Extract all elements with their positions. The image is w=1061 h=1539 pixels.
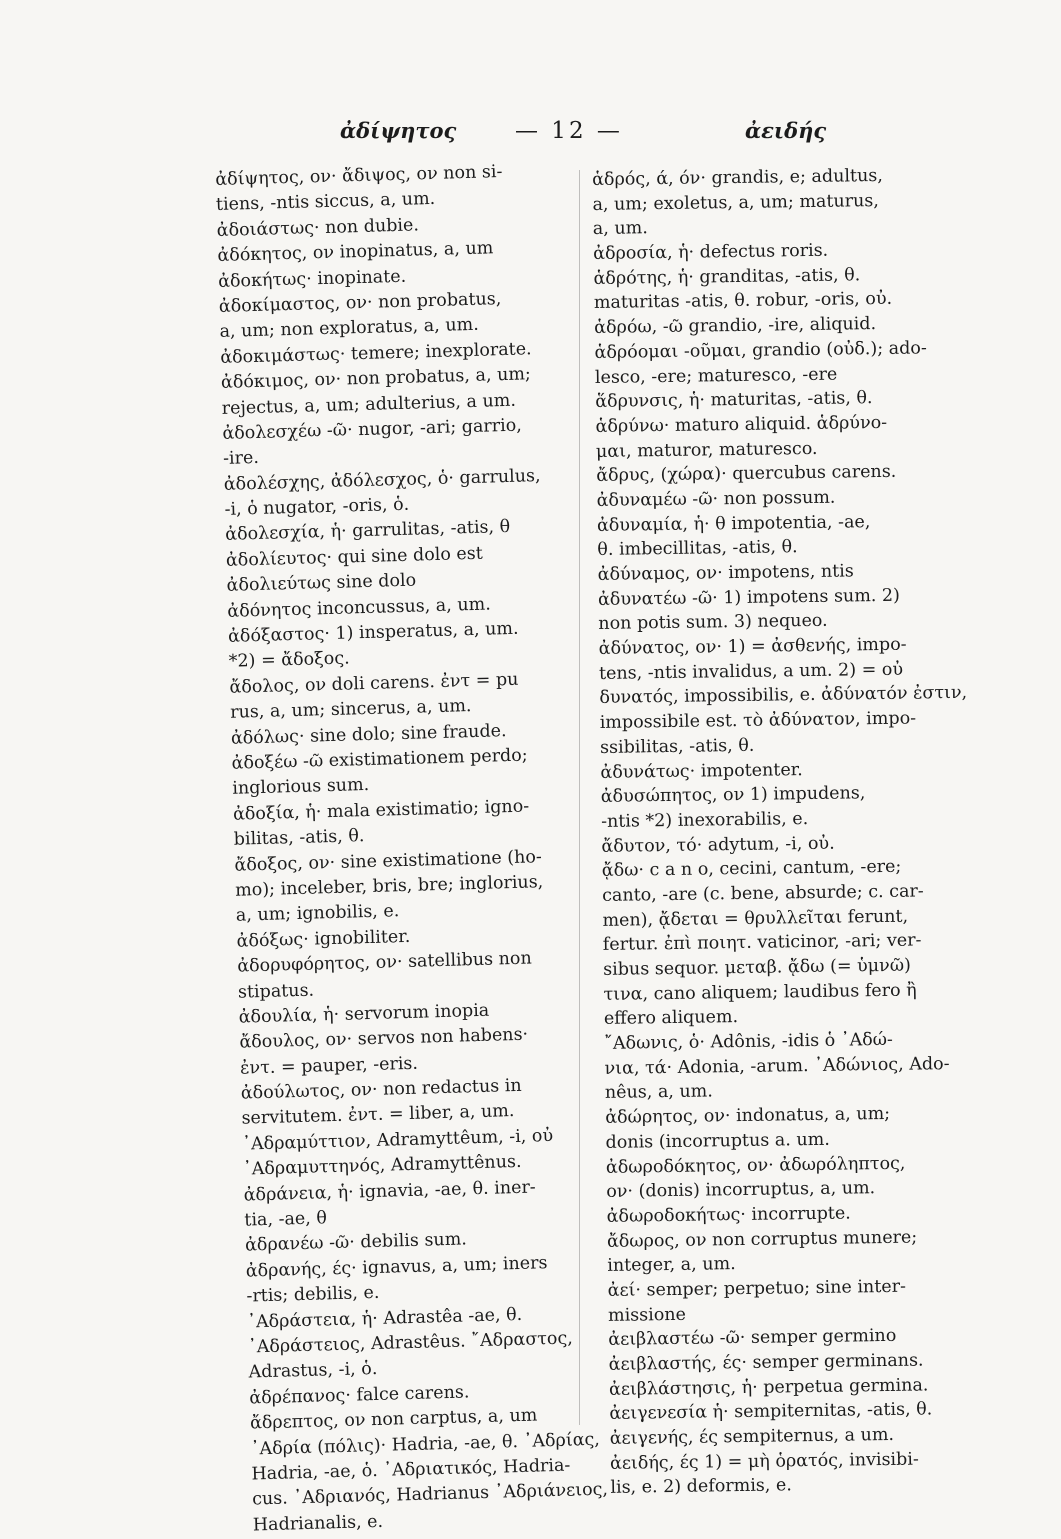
entry-line: ἀειγενεσία ἡ· sempiternitas, -atis, θ. xyxy=(609,1399,933,1425)
entry-line: ἁδρότης, ἡ· granditas, -atis, θ. xyxy=(593,265,861,289)
entry-line: ἄδρυς, (χώρα)· quercubus carens. xyxy=(596,462,897,487)
entry-line: ἀδύναμος, ον· impotens, ntis xyxy=(597,561,854,585)
entry-line: ἄδουλος, ον· servos non habens· xyxy=(239,1024,529,1053)
right-column xyxy=(592,163,989,1501)
entry-line: ἀδοξέω -ῶ existimationem perdo; xyxy=(231,745,528,774)
entry-line: ἀδοκιμάστως· temere; inexplorate. xyxy=(220,338,532,368)
entry-line: ἀδόκιμος, ον· non probatus, a, um; xyxy=(220,364,532,394)
entry-line: ᾿Αδρία (πόλις)· Hadria, -ae, θ. ᾿Αδρίας, xyxy=(250,1429,601,1460)
entry-line: ἀδώρητος, ον· indonatus, a, um; xyxy=(605,1104,891,1129)
entry-line: servitutem. ἐντ. = liber, a, um. xyxy=(241,1101,515,1130)
entry-line: ἀειδής, ές 1) = μὴ ὁρατός, invisibi- xyxy=(609,1449,919,1474)
entry-line: ἀδούλωτος, ον· non redactus in xyxy=(240,1075,522,1104)
entry-line: ἄδολος, ον doli carens. ἐντ = pu xyxy=(229,669,519,698)
entry-line: ἀδυνατέω -ῶ· 1) impotens sum. 2) xyxy=(597,585,901,610)
entry-line: rejectus, a, um; adulterius, a um. xyxy=(221,390,517,419)
entry-line: ἁδρύνω· maturo aliquid. ἁδρύνο- xyxy=(595,412,888,437)
entry-line: ἀδόξως· ignobiliter. xyxy=(236,926,411,952)
entry-line: bilitas, -atis, θ. xyxy=(233,826,365,850)
entry-line: ἀδωροδόκητος, ον· ἀδωρόληπτος, xyxy=(605,1153,906,1178)
entry-line: ἀδυσώπητος, ον 1) impudens, xyxy=(600,783,866,808)
entry-line: ἀδυναμέω -ῶ· non possum. xyxy=(596,487,836,511)
entry-line: ἀδοκίμαστος, ον· non probatus, xyxy=(218,289,502,317)
entry-line: tiens, -ntis siccus, a, um. xyxy=(215,189,436,216)
entry-line: ἀδρέπανος· falce carens. xyxy=(249,1382,470,1409)
entry-line: -rtis; debilis, e. xyxy=(246,1283,380,1307)
page-number: — 12 — xyxy=(515,118,623,144)
entry-line: ἀδρανέω -ῶ· debilis sum. xyxy=(244,1229,468,1256)
entry-line: integer, a, um. xyxy=(607,1254,736,1277)
entry-line: νια, τά· Adonia, -arum. ᾿Αδώνιος, Ado- xyxy=(604,1053,950,1079)
entry-line: -i, ὁ nugator, -oris, ὁ. xyxy=(224,494,410,520)
entry-line: ᾿Αδράστεια, ἡ· Adrastêa -ae, θ. xyxy=(246,1304,523,1333)
entry-line: ἀδοκήτως· inopinate. xyxy=(217,266,407,292)
entry-line: mo); inceleber, bris, bre; inglorius, xyxy=(234,872,544,901)
entry-line: ἀδοξία, ἡ· mala existimatio; igno- xyxy=(232,796,530,825)
entry-line: θ. imbecillitas, -atis, θ. xyxy=(597,537,798,561)
entry-line: impossibile est. τὸ ἀδύνατον, impo- xyxy=(599,708,917,734)
entry-line: ᾿Αδράστειος, Adrastêus. ῎Αδραστος, xyxy=(247,1328,574,1358)
entry-line: ἀδολέσχης, ἀδόλεσχος, ὁ· garrulus, xyxy=(223,465,541,495)
entry-line: ἀδίψητος, ον· ἄδιψος, ον non si- xyxy=(215,161,503,190)
entry-line: ἀδύνατος, ον· 1) = ἀσθενής, impo- xyxy=(598,634,907,660)
entry-line: ssibilitas, -atis, θ. xyxy=(599,735,755,758)
entry-line: Hadria, -ae, ὁ. ᾿Αδριατικός, Hadria- xyxy=(251,1455,571,1485)
entry-line: tens, -ntis invalidus, a um. 2) = οὐ xyxy=(598,659,904,684)
header-left-headword: ἀδίψητος xyxy=(340,118,457,143)
entry-line: rus, a, um; sincerus, a, um. xyxy=(229,696,472,723)
entry-line: ἀδολίευτος· qui sine dolo est xyxy=(225,543,484,571)
left-column xyxy=(215,158,618,1539)
entry-line: ἀδροσία, ἡ· defectus roris. xyxy=(593,240,829,265)
entry-line: ᾿Αδραμυττηνός, Adramyttênus. xyxy=(242,1152,522,1180)
entry-line: donis (incorruptus a. um. xyxy=(605,1129,830,1153)
entry-line: ἀδόξαστος· 1) insperatus, a, um. xyxy=(227,618,519,647)
entry-line: ἀειβλαστέω -ῶ· semper germino xyxy=(608,1326,897,1351)
entry-line: ἀδολεσχία, ἡ· garrulitas, -atis, θ xyxy=(224,517,511,546)
entry-line: inglorious sum. xyxy=(232,775,370,800)
entry-line: Hadrianalis, e. xyxy=(252,1511,384,1536)
entry-line: missione xyxy=(607,1304,687,1326)
entry-line: -ntis *2) inexorabilis, e. xyxy=(600,808,809,832)
entry-line: nêus, a, um. xyxy=(604,1081,714,1104)
entry-line: ἅδρυνσις, ἡ· maturitas, -atis, θ. xyxy=(595,388,873,413)
entry-line: ἄδοξος, ον· sine existimatione (ho- xyxy=(234,846,543,876)
entry-line: tia, -ae, θ xyxy=(244,1208,328,1231)
entry-line: -ire. xyxy=(222,448,260,470)
entry-line: ἀδουλία, ἡ· servorum inopia xyxy=(238,1000,490,1028)
header-right-headword: ἀειδής xyxy=(745,118,827,143)
entry-line: a, um; ignobilis, e. xyxy=(235,901,400,927)
entry-line: ἀδυναμία, ἡ· θ impotentia, -ae, xyxy=(596,511,871,536)
entry-line: non potis sum. 3) nequeo. xyxy=(598,611,828,635)
entry-line: ᾿Αδραμύττιον, Adramyttêum, -i, οὐ xyxy=(241,1125,554,1155)
entry-line: a, um; exoletus, a, um; maturus, xyxy=(592,190,880,215)
entry-line: ἀδόλως· sine dolo; sine fraude. xyxy=(230,720,507,749)
entry-line: *2) = ἄδοξος. xyxy=(228,648,350,673)
entry-line: effero aliquem. xyxy=(603,1007,739,1030)
entry-line: μαι, maturor, maturesco. xyxy=(595,438,818,462)
entry-line: τινα, cano aliquem; laudibus fero ἢ xyxy=(603,980,917,1005)
entry-line: ἀδορυφόρητος, ον· satellibus non xyxy=(237,948,532,977)
entry-line: men), ᾄδεται = θρυλλεῖται ferunt, xyxy=(602,906,909,931)
entry-line: ἁδρόω, -ῶ grandio, -ire, aliquid. xyxy=(594,314,877,339)
entry-line: cus. ᾿Αδριανός, Hadrianus ᾿Αδριάνειος, xyxy=(251,1479,609,1510)
entry-line: ἀειβλάστησις, ἡ· perpetua germina. xyxy=(608,1375,929,1400)
entry-line: ἀδυνάτως· impotenter. xyxy=(600,759,803,783)
entry-line: ἀδολιεύτως sine dolo xyxy=(226,570,417,597)
entry-line: ον· (donis) incorruptus, a, um. xyxy=(606,1178,876,1203)
entry-line: ἀδρανής, ές· ignavus, a, um; iners xyxy=(245,1252,548,1282)
entry-line: ἀεί· semper; perpetuo; sine inter- xyxy=(607,1276,907,1301)
entry-line: sibus sequor. μεταβ. ᾄδω (= ὑμνῶ) xyxy=(603,955,911,980)
entry-line: lis, e. 2) deformis, e. xyxy=(610,1475,793,1499)
column-divider xyxy=(579,170,580,1425)
entry-line: ἀδόκητος, ον inopinatus, a, um xyxy=(217,238,494,267)
entry-line: δυνατός, impossibilis, e. ἀδύνατόν ἐστιν, xyxy=(599,683,968,709)
entry-line: ἀδοιάστως· non dubie. xyxy=(216,215,420,241)
entry-line: ἀδόνητος inconcussus, a, um. xyxy=(227,594,492,622)
entry-line: ἁδρός, ά, όν· grandis, e; adultus, xyxy=(592,165,883,190)
entry-line: ἄδρεπτος, ον non carptus, a, um xyxy=(249,1405,538,1434)
entry-line: ἀειγενής, ές sempiternus, a um. xyxy=(609,1424,895,1449)
entry-line: a, um. xyxy=(592,218,648,240)
entry-line: ἄδυτον, τό· adytum, -i, οὐ. xyxy=(601,833,835,857)
entry-line: ἐντ. = pauper, -eris. xyxy=(239,1053,419,1079)
entry-line: ἄδωρος, ον non corruptus munere; xyxy=(606,1227,918,1252)
entry-line: ἀδολεσχέω -ῶ· nugor, -ari; garrio, xyxy=(222,415,523,444)
entry-line: ἀδωροδοκήτως· incorrupte. xyxy=(606,1203,851,1227)
entry-line: maturitas -atis, θ. robur, -oris, οὐ. xyxy=(593,289,893,314)
entry-line: ἀειβλαστής, ές· semper germinans. xyxy=(608,1350,924,1375)
entry-line: ἁδρόομαι -οῦμαι, grandio (οὐδ.); ado- xyxy=(594,338,927,363)
entry-line: lesco, -ere; maturesco, -ere xyxy=(594,364,838,388)
entry-line: ᾄδω· c a n o, cecini, cantum, -ere; xyxy=(601,856,902,882)
entry-line: ῎Αδωνις, ὁ· Adônis, -idis ὁ ᾿Αδώ- xyxy=(604,1029,894,1054)
entry-line: a, um; non exploratus, a, um. xyxy=(219,315,480,343)
entry-line: canto, -are (c. bene, absurde; c. car- xyxy=(602,881,924,906)
entry-line: Adrastus, -i, ὁ. xyxy=(248,1359,378,1383)
entry-line: fertur. ἐπὶ ποιητ. vaticinor, -ari; ver- xyxy=(602,930,922,956)
entry-line: stipatus. xyxy=(237,980,315,1003)
entry-line: ἀδράνεια, ἡ· ignavia, -ae, θ. iner- xyxy=(243,1177,536,1206)
